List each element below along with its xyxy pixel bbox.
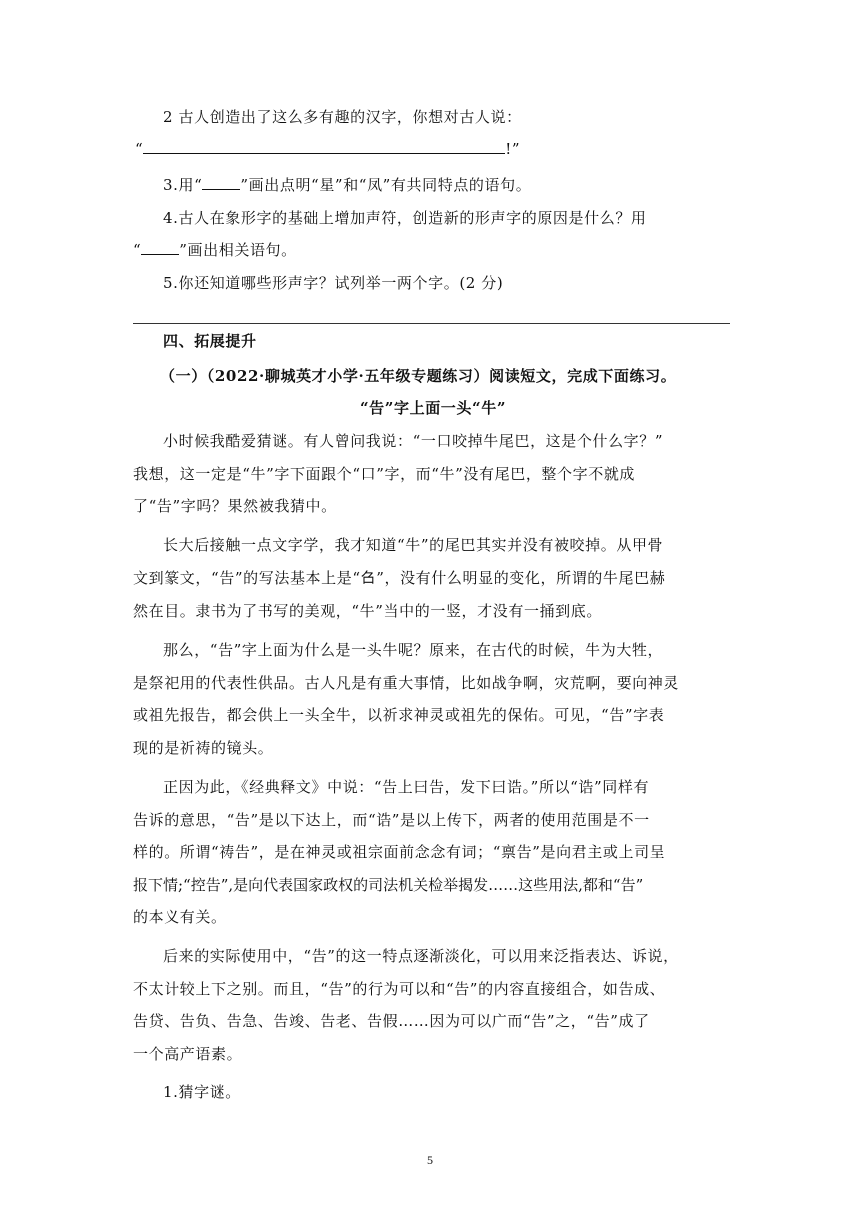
- underline-sample: [202, 175, 240, 190]
- seal-script-glyph: 𠮥: [360, 569, 377, 587]
- p2-line3: 然在目。隶书为了书写的美观，“牛”当中的一竖，才没有一捅到底。: [133, 602, 602, 620]
- p4-line5: 的本义有关。: [133, 908, 227, 926]
- page-number: 5: [427, 1153, 433, 1167]
- close-quote: !”: [505, 140, 521, 158]
- p2-line1: 长大后接触一点文字学，我才知道“牛”的尾巴其实并没有被咬掉。从甲骨: [163, 536, 664, 554]
- p5-line3: 告贷、告负、告急、告竣、告老、告假……因为可以广而“告”之，“告”成了: [133, 1012, 650, 1030]
- p5-line1: 后来的实际使用中，“告”的这一特点逐渐淡化，可以用来泛指表达、诉说，: [163, 947, 679, 965]
- question-2: 2 古人创造出了这么多有趣的汉字，你想对古人说：: [163, 108, 522, 126]
- p1-line3: 了“告”字吗？果然被我猜中。: [133, 497, 337, 515]
- part-header: （一）（2022·聊城英才小学·五年级专题练习）阅读短文，完成下面练习。: [160, 367, 677, 385]
- p4-line3: 样的。所谓“祷告”，是在神灵或祖宗面前念念有词；“禀告”是向君主或上司呈: [133, 843, 666, 861]
- p3-line2: 是祭祀用的代表性供品。古人凡是有重大事情，比如战争啊，灾荒啊，要向神灵: [133, 674, 680, 692]
- underline-sample: [141, 240, 179, 255]
- p3-line1: 那么，“告”字上面为什么是一头牛呢？原来，在古代的时候，牛为大牲，: [163, 641, 664, 659]
- answer-blank[interactable]: [143, 139, 505, 154]
- section-title: 四、拓展提升: [163, 332, 257, 350]
- p1-line1: 小时候我酷爱猜谜。有人曾问我说：“一口咬掉牛尾巴，这是个什么字？”: [163, 432, 664, 450]
- p4-line1: 正因为此，《经典释文》中说：“告上曰告，发下曰诰。”所以“诰”同样有: [163, 778, 650, 796]
- article-title: “告”字上面一头“牛”: [359, 399, 507, 417]
- p3-line3: 或祖先报告，都会供上一头全牛，以祈求神灵或祖先的保佑。可见，“告”字表: [133, 706, 665, 724]
- question-5: 5.你还知道哪些形声字？试列举一两个字。(2 分): [163, 274, 504, 292]
- open-quote: “: [135, 140, 144, 158]
- question-1-riddle: 1.猜字谜。: [163, 1083, 241, 1101]
- p1-line2: 我想，这一定是“牛”字下面跟个“口”字，而“牛”没有尾巴，整个字不就成: [133, 465, 636, 483]
- question-4-line2: “ ”画出相关语句。: [133, 241, 297, 259]
- p5-line2: 不太计较上下之别。而且，“告”的行为可以和“告”的内容直接组合，如告成、: [133, 980, 666, 998]
- p3-line4: 现的是祈祷的镜头。: [133, 739, 274, 757]
- p4-line4: 报下情;“控告”,是向代表国家政权的司法机关检举揭发……这些用法,都和“告”: [133, 876, 644, 894]
- p5-line4: 一个高产语素。: [133, 1045, 243, 1063]
- question-3: 3.用“ ”画出点明“星”和“凤”有共同特点的语句。: [163, 176, 532, 194]
- question-4-line1: 4.古人在象形字的基础上增加声符，创造新的形声字的原因是什么？用: [163, 209, 647, 227]
- p2-line2: 文到篆文，“告”的写法基本上是“𠮥”，没有什么明显的变化，所谓的牛尾巴赫: [133, 569, 666, 587]
- section-divider: [133, 323, 730, 324]
- answer-line-q2: [135, 139, 735, 159]
- p4-line2: 告诉的意思，“告”是以下达上，而“诰”是以上传下，两者的使用范围是不一: [133, 811, 650, 829]
